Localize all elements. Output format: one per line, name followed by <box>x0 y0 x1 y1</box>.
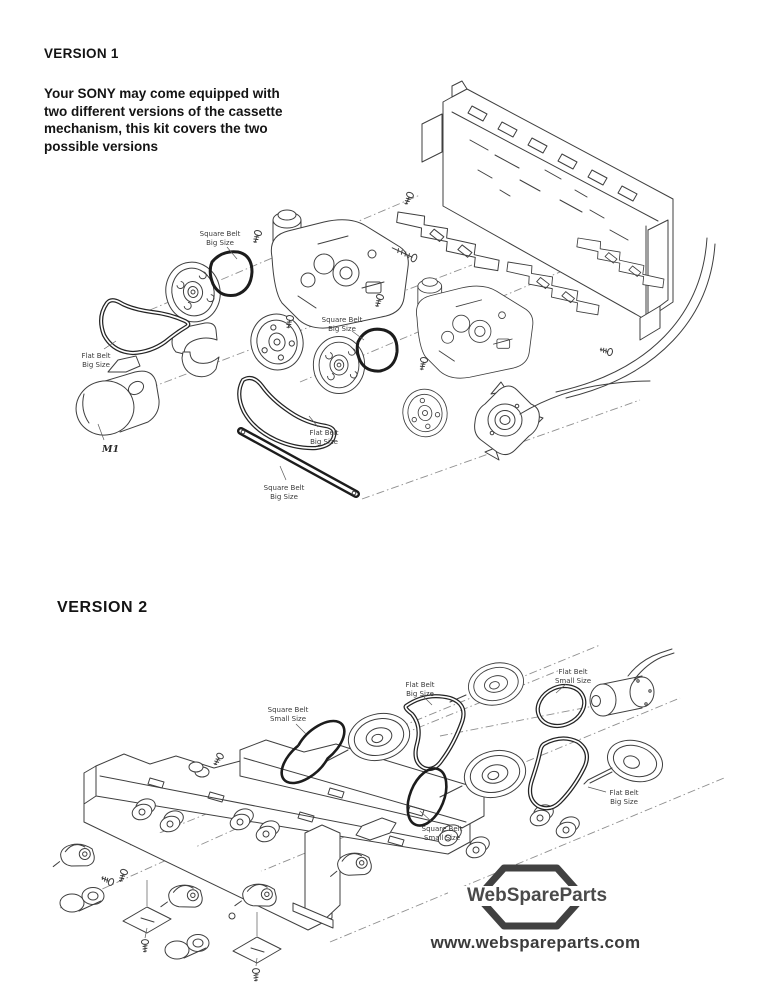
svg-text:Flat BeltBig Size: Flat Belt Big Size <box>405 681 435 698</box>
svg-text:Square BeltBig Size: Square Belt Big Size <box>263 484 305 501</box>
capstan-motor-assembly-2 <box>416 278 532 378</box>
website-url: www.webspareparts.com <box>430 933 641 952</box>
screw <box>251 230 262 244</box>
intro-text <box>44 85 384 155</box>
capstan-bearing <box>553 814 583 840</box>
capstan-motor-assembly-1 <box>271 210 408 328</box>
svg-text:Flat BeltBig Size: Flat Belt Big Size <box>609 789 639 806</box>
label-flat-belt-big-2 <box>309 416 339 446</box>
square-belt-big-1 <box>210 252 252 296</box>
svg-text:Square BeltSmall Size: Square Belt Small Size <box>267 706 309 723</box>
intro-line: possible versions <box>44 138 159 154</box>
svg-text:Square BeltBig Size: Square Belt Big Size <box>321 316 363 333</box>
capstan-bearing <box>157 808 187 834</box>
flat-belt-big-v2-1 <box>406 696 464 769</box>
drum-pulley-2 <box>464 657 528 711</box>
version2-diagram <box>51 645 724 981</box>
screw <box>599 346 613 356</box>
webspareparts-brand-text: WebSpareParts <box>448 886 626 906</box>
svg-text:M1: M1 <box>102 444 120 455</box>
label-flat-belt-big-v2-2 <box>588 787 639 806</box>
version1-heading: VERSION 1 <box>44 46 119 61</box>
svg-text:Flat BeltBig Size: Flat Belt Big Size <box>309 429 339 446</box>
screw <box>418 357 428 371</box>
spring-wire <box>520 381 650 414</box>
svg-text:Flat BeltBig Size: Flat Belt Big Size <box>81 352 111 369</box>
label-square-belt-small-1 <box>268 706 309 734</box>
version2-heading: VERSION 2 <box>57 599 148 616</box>
flat-belt-big-v2-2 <box>530 738 587 808</box>
svg-text:Square BeltBig Size: Square Belt Big Size <box>199 230 241 247</box>
cam-wheel <box>475 382 543 460</box>
svg-text:Square BeltSmall Size: Square Belt Small Size <box>421 825 463 842</box>
pulley-disc <box>398 385 451 441</box>
disc-pulley-right <box>584 734 667 788</box>
intro-line: two different versions of the cassette <box>44 103 283 119</box>
flat-belt-small <box>531 679 590 733</box>
label-square-belt-big-long <box>264 466 305 501</box>
intro-line: mechanism, this kit covers the two <box>44 121 268 136</box>
svg-text:Flat BeltSmall Size: Flat Belt Small Size <box>554 668 592 685</box>
square-belt-big-2 <box>357 329 397 371</box>
intro-line: Your SONY may come equipped with <box>44 86 280 101</box>
